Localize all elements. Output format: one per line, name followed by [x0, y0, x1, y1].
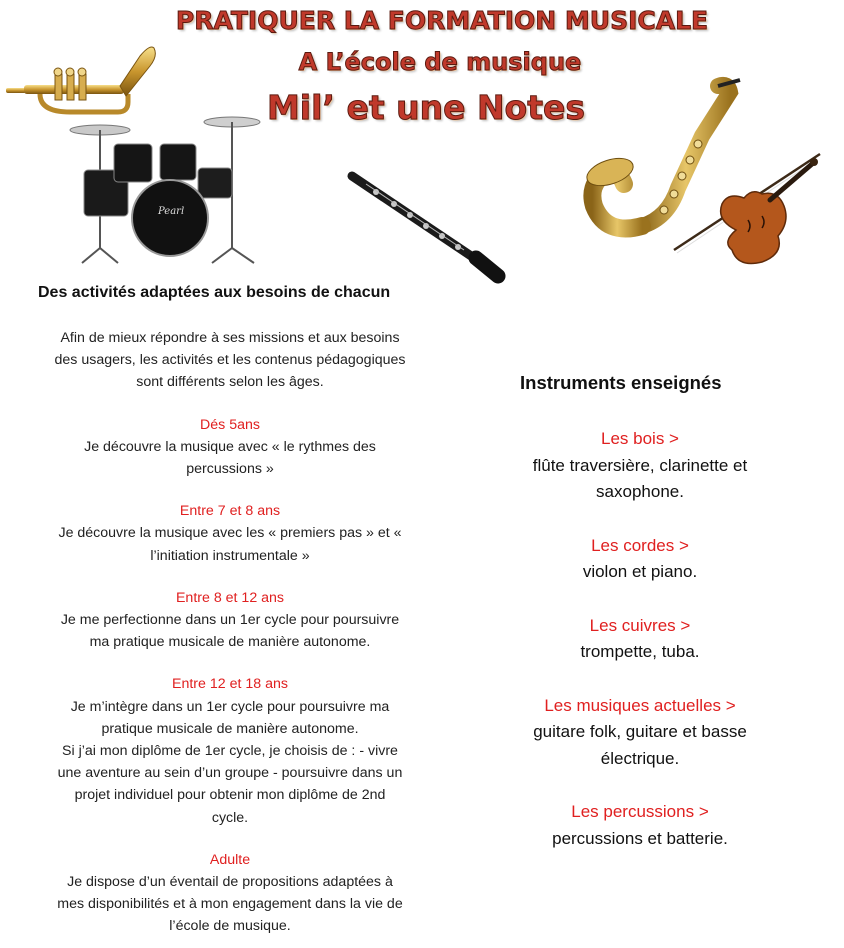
activities-heading: Des activités adaptées aux besoins de chacun: [38, 284, 391, 301]
page-subtitle: A L’école de musique: [298, 48, 582, 76]
category-link-cordes[interactable]: Les cordes >: [591, 535, 689, 555]
age-group-line: Je me perfectionne dans un 1er cycle pour poursuivre: [60, 612, 400, 629]
age-group-line: pratique musicale de manière autonome.: [101, 720, 359, 737]
age-group-line: ma pratique musicale de manière autonome.: [89, 634, 371, 651]
age-group: [18, 500, 442, 567]
instrument-category: [490, 799, 790, 852]
intro-line: des usagers, les activités et les contenus pédagogiques: [54, 352, 406, 369]
activities-section: [18, 327, 442, 938]
age-group-line: projet individuel pour obtenir mon diplôme de 2nd: [74, 787, 386, 804]
violin-icon: [666, 150, 826, 280]
age-group: [18, 587, 442, 654]
category-line: électrique.: [600, 748, 680, 768]
svg-text:Pearl: Pearl: [158, 206, 185, 217]
age-group-label: Adulte: [209, 851, 251, 868]
age-group-label: Dés 5ans: [200, 416, 260, 433]
category-line: percussions et batterie.: [552, 828, 728, 848]
category-link-bois[interactable]: Les bois >: [601, 429, 679, 448]
age-group: [18, 849, 442, 938]
activities-intro: [18, 327, 442, 394]
age-group-line: Je dispose d’un éventail de propositions adaptées à: [67, 874, 393, 891]
instrument-category: [490, 426, 790, 506]
instrument-category: [490, 613, 790, 666]
age-group-line: une aventure au sein d’un groupe - poursuivre dans un: [57, 765, 403, 782]
age-group-line: Je découvre la musique avec les « premiers pas » et «: [58, 525, 402, 542]
intro-line: Afin de mieux répondre à ses missions et aux besoins: [60, 330, 400, 346]
age-group-line: Je m’intègre dans un 1er cycle pour poursuivre ma: [70, 698, 390, 715]
age-group: [18, 673, 442, 828]
category-line: flûte traversière, clarinette et: [532, 455, 748, 475]
category-line: violon et piano.: [582, 562, 698, 581]
age-group-line: cycle.: [211, 809, 249, 826]
instrument-category: [490, 533, 790, 586]
page-title: PRATIQUER LA FORMATION MUSICALE: [175, 6, 709, 35]
age-group: [18, 414, 442, 481]
category-line: guitare folk, guitare et basse: [533, 722, 747, 741]
age-group-label: Entre 8 et 12 ans: [175, 589, 285, 606]
school-name: Mil’ et une Notes: [266, 88, 586, 127]
category-line: saxophone.: [596, 482, 684, 501]
age-group-line: Je découvre la musique avec « le rythmes des: [84, 438, 376, 455]
category-link-cuivres[interactable]: Les cuivres >: [589, 615, 691, 635]
category-line: trompette, tuba.: [580, 642, 700, 661]
category-link-musiques-actuelles[interactable]: Les musiques actuelles >: [544, 695, 736, 715]
drum-kit-icon: [62, 108, 282, 268]
trumpet-icon: [0, 36, 160, 116]
instruments-heading: Instruments enseignés: [520, 372, 722, 393]
age-group-line: l’école de musique.: [169, 918, 291, 935]
age-group-label: Entre 7 et 8 ans: [179, 503, 281, 520]
age-group-line: Si j’ai mon diplôme de 1er cycle, je choisis de : - vivre: [62, 743, 398, 760]
age-group-line: percussions »: [186, 461, 274, 478]
age-group-line: l’initiation instrumentale »: [150, 547, 310, 564]
category-link-percussions[interactable]: Les percussions >: [571, 802, 709, 821]
age-group-label: Entre 12 et 18 ans: [172, 676, 288, 693]
intro-line: sont différents selon les âges.: [136, 374, 324, 391]
clarinet-icon: [346, 170, 506, 285]
instruments-section: [490, 426, 790, 852]
age-group-line: mes disponibilités et à mon engagement dans la vie de: [57, 896, 403, 913]
instrument-category: [490, 693, 790, 773]
